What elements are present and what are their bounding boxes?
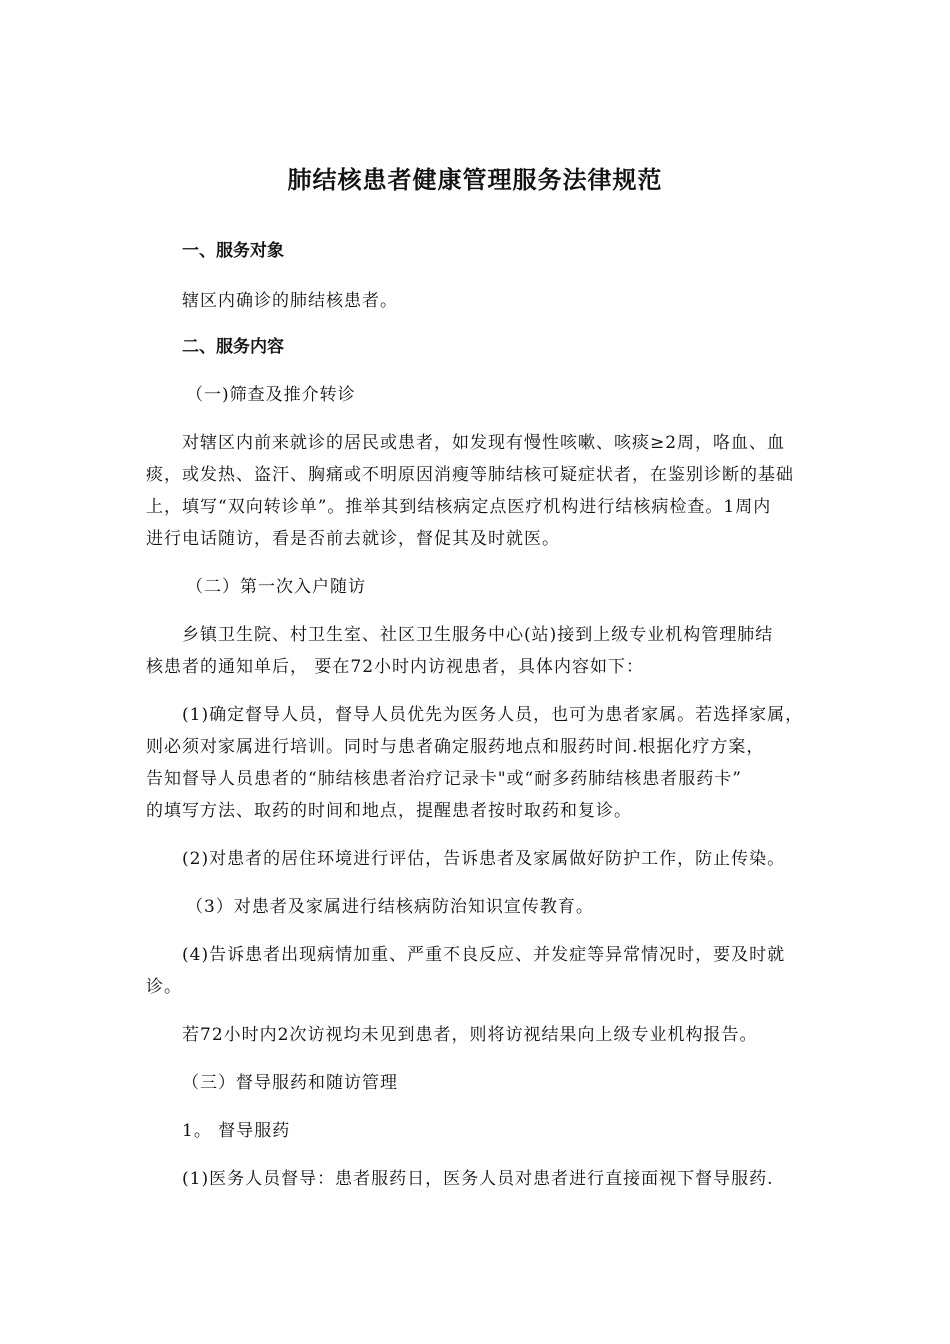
section-heading-service-target: 一、服务对象	[182, 241, 284, 261]
subheading-screening: （一)筛查及推介转诊	[186, 385, 356, 405]
point-supervised-dosing: 1。 督导服药	[182, 1121, 291, 1141]
paragraph-line: 核患者的通知单后， 要在72小时内访视患者，具体内容如下：	[146, 657, 645, 677]
paragraph-report: 若72小时内2次访视均未见到患者，则将访视结果向上级专业机构报告。	[182, 1025, 758, 1045]
list-item-line: 的填写方法、取药的时间和地点，提醒患者按时取药和复诊。	[146, 801, 632, 821]
page-title: 肺结核患者健康管理服务法律规范	[287, 166, 663, 194]
paragraph-line: 进行电话随访，看是否前去就诊，督促其及时就医。	[146, 529, 560, 549]
paragraph-line: 上，填写“双向转诊单”。推举其到结核病定点医疗机构进行结核病检查。1周内	[146, 497, 772, 517]
section-heading-service-content: 二、服务内容	[182, 337, 284, 357]
subheading-first-home-visit: （二）第一次入户随访	[186, 577, 366, 597]
list-item-line: 诊。	[146, 977, 182, 997]
list-item-line: 告知督导人员患者的“肺结核患者治疗记录卡"或“耐多药肺结核患者服药卡”	[146, 769, 742, 789]
list-item-line: 则必须对家属进行培训。同时与患者确定服药地点和服药时间.根据化疗方案，	[146, 737, 765, 757]
list-item-medical-staff-supervision: (1)医务人员督导：患者服药日，医务人员对患者进行直接面视下督导服药.	[182, 1169, 774, 1189]
paragraph-line: 乡镇卫生院、村卫生室、社区卫生服务中心(站)接到上级专业机构管理肺结	[182, 625, 774, 645]
list-item-environment: (2)对患者的居住环境进行评估，告诉患者及家属做好防护工作，防止传染。	[182, 849, 786, 869]
list-item-education: （3）对患者及家属进行结核病防治知识宣传教育。	[186, 897, 594, 917]
subheading-supervised-medication: （三）督导服药和随访管理	[182, 1073, 398, 1093]
list-item-line: (4)告诉患者出现病情加重、严重不良反应、并发症等异常情况时，要及时就	[182, 945, 786, 965]
paragraph-service-target: 辖区内确诊的肺结核患者。	[182, 291, 398, 311]
paragraph-line: 对辖区内前来就诊的居民或患者，如发现有慢性咳嗽、咳痰≥2周，咯血、血	[182, 433, 786, 453]
paragraph-line: 痰，或发热、盗汗、胸痛或不明原因消瘦等肺结核可疑症状者，在鉴别诊断的基础	[146, 465, 794, 485]
list-item-line: (1)确定督导人员，督导人员优先为医务人员，也可为患者家属。若选择家属，	[182, 705, 804, 725]
